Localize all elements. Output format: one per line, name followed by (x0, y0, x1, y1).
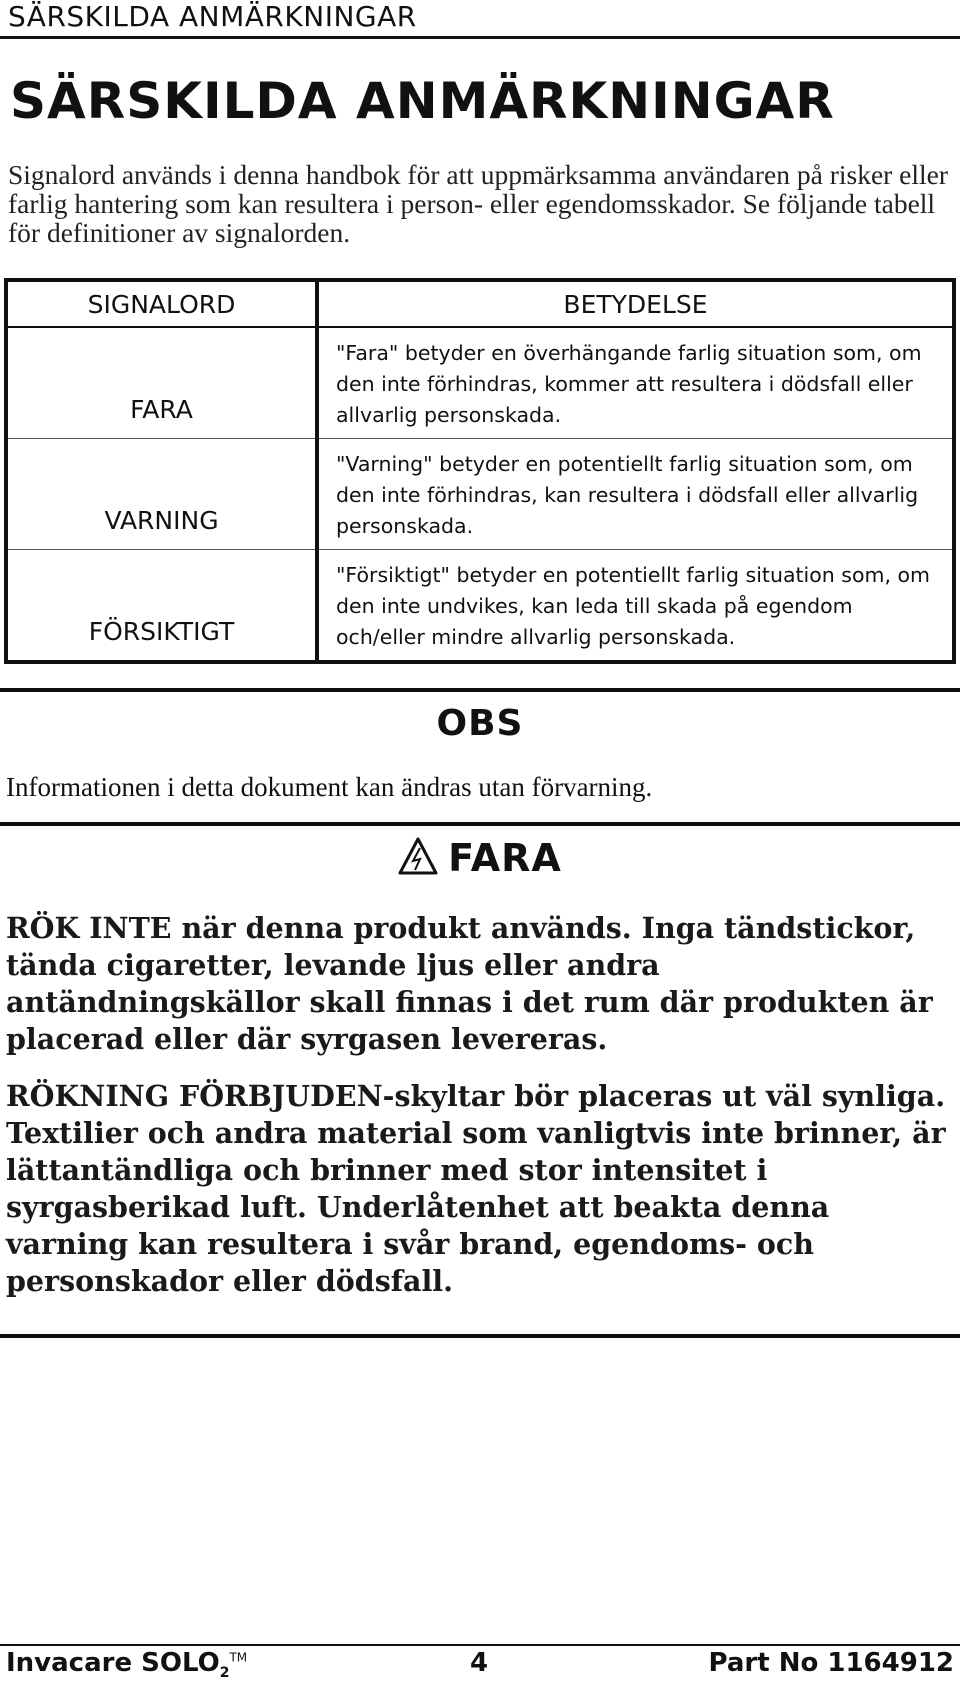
signal-word-fara: FARA (6, 327, 317, 438)
danger-paragraph-signs: RÖKNING FÖRBJUDEN-skyltar bör placeras ut väl synliga. Textilier och andra material som vanligtvis inte brinner, är lättantändliga och brinner med stor intensitet i syrgasberikad luft. Underlåtenhet att beakta denna varning kan resultera i svår brand, egendoms- och personskador eller dödsfall. (6, 1079, 946, 1298)
danger-bottom-rule (0, 1334, 960, 1338)
section-header: SÄRSKILDA ANMÄRKNINGAR (8, 0, 417, 33)
obs-top-rule (0, 688, 960, 692)
footer-brand-subscript: 2 (219, 1665, 230, 1682)
header-rule (0, 36, 960, 39)
footer-part-number: Part No 1164912 (708, 1648, 954, 1678)
column-header-meaning: BETYDELSE (317, 280, 954, 327)
obs-text: Informationen i detta dokument kan ändras utan förvarning. (6, 772, 653, 802)
table-row (6, 549, 954, 662)
page-title: SÄRSKILDA ANMÄRKNINGAR (10, 72, 835, 130)
meaning-varning: "Varning" betyder en potentiellt farlig situation som, om den inte förhindras, kan resultera i dödsfall eller allvarlig personskada. (317, 438, 954, 549)
danger-paragraph-smoking: RÖK INTE när denna produkt används. Inga tändstickor, tända cigaretter, levande ljus eller andra antändningskällor skall finnas i det rum där produkten är placerad eller där syrgasen levereras. (6, 911, 933, 1056)
table-row (6, 438, 954, 549)
meaning-fara: "Fara" betyder en överhängande farlig situation som, om den inte förhindras, kommer att resultera i dödsfall eller allvarlig personskada. (336, 341, 922, 427)
table-row (6, 327, 954, 438)
footer-brand (6, 1648, 247, 1688)
footer-brand-name: Invacare SOLO (6, 1648, 220, 1678)
table-header-row (6, 280, 954, 327)
signal-word-table (4, 278, 956, 664)
intro-paragraph: Signalord används i denna handbok för att uppmärksamma användaren på risker eller farlig hantering som kan resultera i person- eller egendomsskador. Se följande tabell för definitioner av signalorden. (8, 159, 949, 248)
column-header-signal-word: SIGNALORD (6, 280, 317, 327)
footer-rule (0, 1644, 960, 1646)
signal-word-forsiktigt: FÖRSIKTIGT (6, 549, 317, 662)
obs-title: OBS (436, 703, 524, 744)
warning-triangle-icon (398, 837, 438, 875)
signal-word-varning: VARNING (6, 438, 317, 549)
danger-top-rule (0, 822, 960, 826)
danger-title: FARA (448, 836, 562, 880)
footer-page-number: 4 (470, 1648, 489, 1678)
footer-brand-trademark: TM (229, 1650, 248, 1665)
meaning-forsiktigt: "Försiktigt" betyder en potentiellt farlig situation som, om den inte undvikes, kan leda till skada på egendom och/eller mindre allvarlig personskada. (317, 549, 954, 662)
danger-heading (0, 836, 960, 880)
